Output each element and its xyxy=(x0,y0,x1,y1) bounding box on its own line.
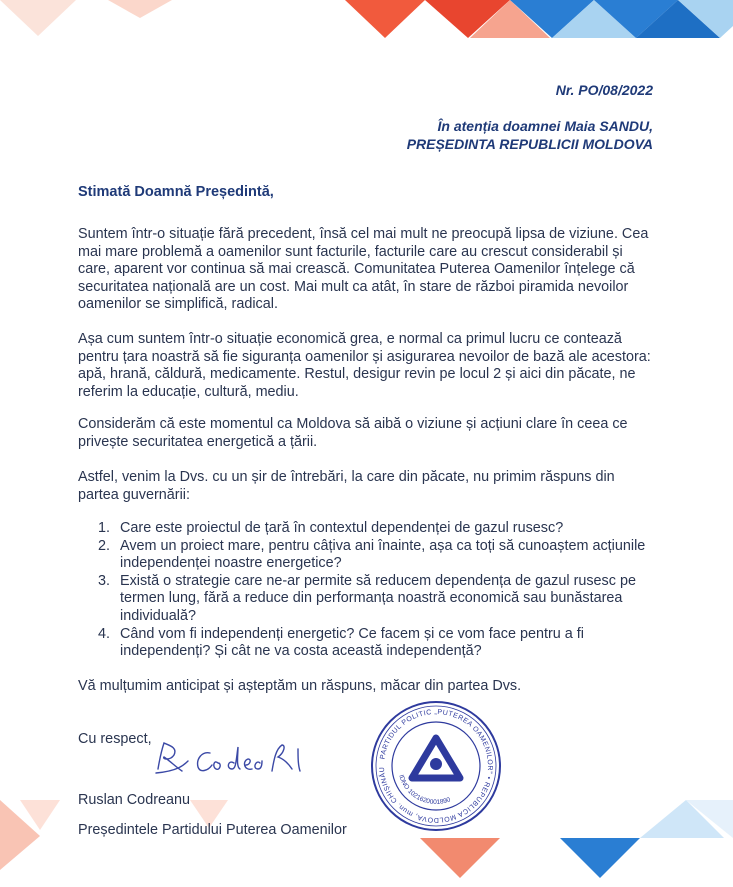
greeting: Stimată Doamnă Președintă, xyxy=(78,184,274,200)
triangle-decor xyxy=(345,0,425,38)
list-item xyxy=(98,626,658,661)
list-item-number: 1. xyxy=(98,520,111,536)
list-item xyxy=(98,520,658,538)
list-item-text: Avem un proiect mare, pentru câțiva ani înainte, așa ca toți să cunoaștem acțiunile independenței noastre energetice? xyxy=(120,537,646,572)
list-item xyxy=(98,573,658,626)
list-item-number: 3. xyxy=(98,572,111,589)
handwritten-signature xyxy=(148,735,318,779)
stamp-outer-text: PARTIDUL POLITIC „PUTEREA OAMENILOR” • REPUBLICA MOLDOVA, mun. CHIȘINĂU xyxy=(378,708,494,824)
paragraph-5: Vă mulțumim anticipat și așteptăm un răspuns, măcar din partea Dvs. xyxy=(78,678,522,694)
list-item xyxy=(98,538,658,573)
list-item-text: Există o strategie care ne-ar permite să reducem dependența de gazul rusesc pe termen lung, fără a reduce din performanța noastră economică sau bunăstarea individuală? xyxy=(120,572,636,624)
paragraph-2: Așa cum suntem într-o situație economică grea, e normal ca primul lucru ce contează pentru țara noastră să fie siguranța oamenilor și asigurarea nevoilor de bază ale acestora: apă, hrană, căldură, medicamente. Restul, desigur revin pe locul 2 și aici din păcate, ne referim la educație, cultură, mediu. xyxy=(78,331,651,400)
triangle-decor xyxy=(420,838,500,878)
list-item-text: Când vom fi independenți energetic? Ce facem și ce vom face pentru a fi independenți? Și cât ne va costa această independență? xyxy=(120,625,584,660)
signer-title: Președintele Partidului Puterea Oamenilor xyxy=(78,822,347,838)
list-item-text: Care este proiectul de țară în contextul dependenței de gazul rusesc? xyxy=(120,520,564,536)
recipient-line-1: În atenția doamnei Maia SANDU, xyxy=(437,118,653,134)
paragraph-4: Astfel, venim la Dvs. cu un șir de întrebări, la care din păcate, nu primim răspuns din partea guvernării: xyxy=(78,469,615,503)
list-item-number: 2. xyxy=(98,537,111,554)
closing: Cu respect, xyxy=(78,731,152,747)
signer-name: Ruslan Codreanu xyxy=(78,792,190,808)
stamp-inner-text: IDNO 1021620001890 xyxy=(397,774,452,807)
paragraph-1: Suntem într-o situație fără precedent, însă cel mai mult ne preocupă lipsa de viziune. Cea mai mare problemă a oamenilor sunt facturile, facturile care au crescut considerabil și care, aparent vor continua să mai crească. Comunitatea Puterea Oamenilor înțelege că securitatea națională are un cost. Mai mult ca atât, în stare de război piramida nevoilor oamenilor se simplifică, radical. xyxy=(78,226,649,313)
triangle-decor xyxy=(108,0,172,18)
reference-number: Nr. PO/08/2022 xyxy=(555,82,653,98)
recipient-address xyxy=(407,117,653,153)
party-logo-icon xyxy=(412,738,460,778)
recipient-line-2: PREȘEDINTA REPUBLICII MOLDOVA xyxy=(406,136,653,152)
triangle-decor xyxy=(0,0,76,36)
official-stamp xyxy=(368,698,504,834)
questions-list xyxy=(98,520,658,661)
list-item-number: 4. xyxy=(98,625,111,642)
paragraph-3: Considerăm că este momentul ca Moldova să aibă o viziune și acțiuni clare în ceea ce privește securitatea energetică a țării. xyxy=(78,416,628,450)
triangle-decor xyxy=(560,838,640,878)
